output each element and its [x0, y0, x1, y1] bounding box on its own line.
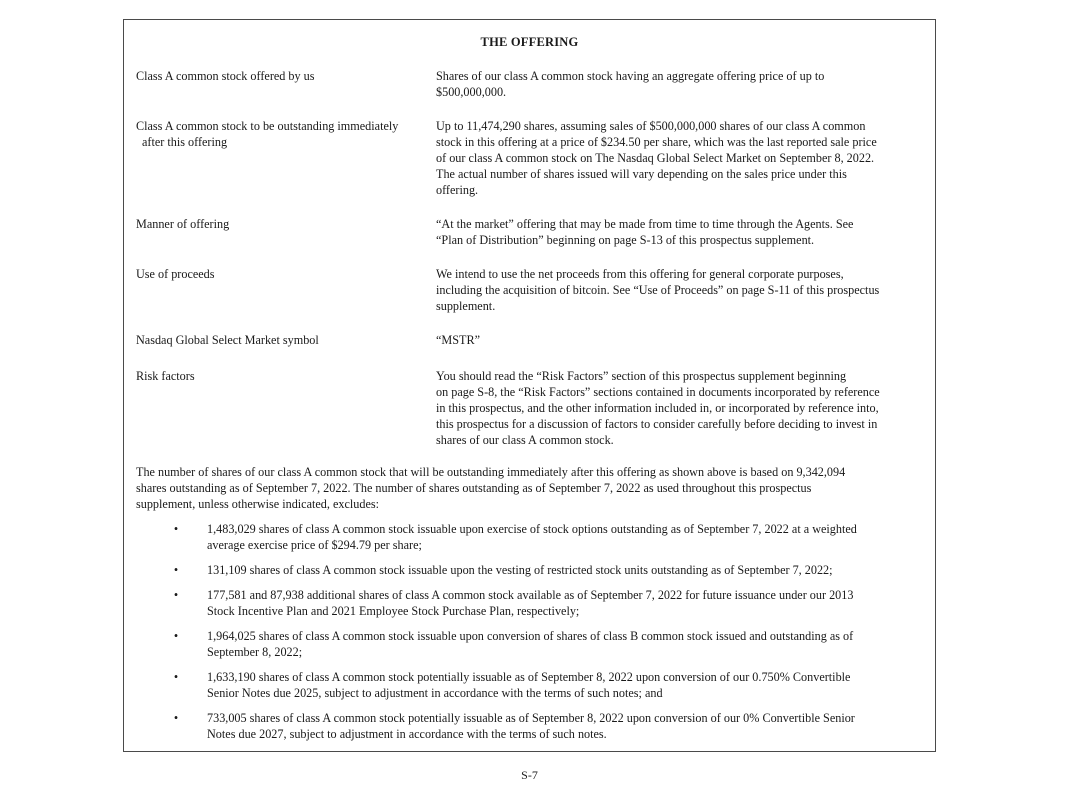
bullet-marker: •	[173, 588, 179, 602]
bullet-line: 1,483,029 shares of class A common stock issuable upon exercise of stock options outstanding as of September 7, 2022 at a weighted	[207, 522, 857, 536]
row-label	[136, 368, 428, 384]
bullet-line: 1,964,025 shares of class A common stock issuable upon conversion of shares of class B common stock issued and outstanding as of	[207, 629, 854, 643]
row-value	[436, 68, 926, 100]
bullet-line: September 8, 2022;	[207, 645, 303, 659]
row-label-continuation: after this offering	[142, 135, 228, 149]
row-label	[136, 266, 428, 282]
bullet-text	[207, 587, 930, 619]
bullet-marker: •	[173, 629, 179, 643]
bullet-line: 1,633,190 shares of class A common stock potentially issuable as of September 8, 2022 upon conversion of our 0.750% Convertible	[207, 670, 851, 684]
section-title: THE OFFERING	[480, 35, 579, 49]
value-line: supplement.	[436, 299, 496, 313]
bullet-marker: •	[173, 563, 179, 577]
value-line: We intend to use the net proceeds from this offering for general corporate purposes,	[436, 267, 844, 281]
value-line: in this prospectus, and the other information included in, or incorporated by reference into,	[436, 401, 879, 415]
value-line: “MSTR”	[436, 333, 481, 347]
bullet-text	[207, 710, 930, 742]
row-value	[436, 368, 926, 448]
bullet-line: 177,581 and 87,938 additional shares of class A common stock available as of September 7, 2022 for future issuance under our 2013	[207, 588, 854, 602]
bullet-line: average exercise price of $294.79 per share;	[207, 538, 422, 552]
bullet-line: 131,109 shares of class A common stock issuable upon the vesting of restricted stock units outstanding as of September 7, 2022;	[207, 563, 833, 577]
value-line: offering.	[436, 183, 479, 197]
bullet-line: Notes due 2027, subject to adjustment in accordance with the terms of such notes.	[207, 727, 607, 741]
paragraph-line: supplement, unless otherwise indicated, excludes:	[136, 497, 380, 511]
row-label-text: Class A common stock offered by us	[136, 69, 315, 83]
row-label-text: Nasdaq Global Select Market symbol	[136, 333, 319, 347]
paragraph-line: shares outstanding as of September 7, 2022. The number of shares outstanding as of September 7, 2022 as used throughout this prospectus	[136, 481, 812, 495]
row-value	[436, 332, 926, 348]
bullet-line: 733,005 shares of class A common stock potentially issuable as of September 8, 2022 upon conversion of our 0% Convertible Senior	[207, 711, 855, 725]
value-line: including the acquisition of bitcoin. See “Use of Proceeds” on page S-11 of this prospectus	[436, 283, 880, 297]
bullet-text	[207, 562, 930, 578]
value-line: this prospectus for a discussion of factors to consider carefully before deciding to invest in	[436, 417, 878, 431]
bullet-line: Senior Notes due 2025, subject to adjustment in accordance with the terms of such notes; and	[207, 686, 663, 700]
row-label	[136, 118, 428, 150]
row-label-text: Use of proceeds	[136, 267, 215, 281]
bullet-marker: •	[173, 522, 179, 536]
bullet-text	[207, 628, 930, 660]
value-line: of our class A common stock on The Nasdaq Global Select Market on September 8, 2022.	[436, 151, 875, 165]
page-number: S-7	[521, 768, 538, 782]
bullet-text	[207, 521, 930, 553]
paragraph-line: The number of shares of our class A common stock that will be outstanding immediately after this offering as shown above is based on 9,342,094	[136, 465, 846, 479]
value-line: The actual number of shares issued will vary depending on the sales price under this	[436, 167, 847, 181]
value-line: stock in this offering at a price of $234.50 per share, which was the last reported sale price	[436, 135, 877, 149]
bullet-marker: •	[173, 711, 179, 725]
outstanding-shares-paragraph	[136, 464, 926, 512]
row-label	[136, 216, 428, 232]
value-line: on page S-8, the “Risk Factors” sections contained in documents incorporated by reference	[436, 385, 880, 399]
bullet-text	[207, 669, 930, 701]
row-value	[436, 216, 926, 248]
row-label-text: Manner of offering	[136, 217, 230, 231]
row-label-text: Risk factors	[136, 369, 195, 383]
value-line: “At the market” offering that may be made from time to time through the Agents. See	[436, 217, 854, 231]
value-line: “Plan of Distribution” beginning on page S-13 of this prospectus supplement.	[436, 233, 815, 247]
value-line: shares of our class A common stock.	[436, 433, 614, 447]
value-line: $500,000,000.	[436, 85, 507, 99]
row-value	[436, 118, 926, 198]
bullet-line: Stock Incentive Plan and 2021 Employee Stock Purchase Plan, respectively;	[207, 604, 580, 618]
row-label	[136, 68, 428, 84]
value-line: Shares of our class A common stock having an aggregate offering price of up to	[436, 69, 825, 83]
row-label	[136, 332, 428, 348]
value-line: Up to 11,474,290 shares, assuming sales of $500,000,000 shares of our class A common	[436, 119, 866, 133]
row-value	[436, 266, 926, 314]
row-label-text: Class A common stock to be outstanding immediately	[136, 119, 399, 133]
bullet-marker: •	[173, 670, 179, 684]
value-line: You should read the “Risk Factors” section of this prospectus supplement beginning	[436, 369, 847, 383]
